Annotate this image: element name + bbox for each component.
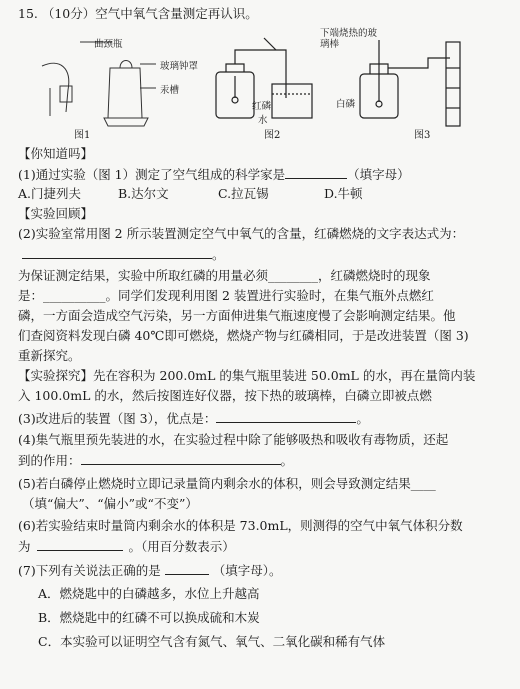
q3-text: (3)改进后的装置（图 3），优点是： bbox=[18, 411, 217, 426]
passage-line-3: 磷，一方面会造成空气污染，另一方面伸进集气瓶速度慢了会影响测定结果。他 bbox=[18, 308, 456, 323]
passage-line-1: 为保证测定结果，实验中所取红磷的用量必须________，红磷燃烧时的现象 bbox=[18, 268, 431, 283]
q3-row bbox=[18, 410, 369, 427]
apparatus-figures bbox=[20, 28, 490, 140]
figure-3-drawing bbox=[360, 40, 460, 126]
q7-stem: (7)下列有关说法正确的是 bbox=[18, 563, 161, 578]
q2-stem: (2)实验室常用图 2 所示装置测定空气中氧气的含量，红磷燃烧的文字表达式为： bbox=[18, 226, 465, 241]
q2-answer-row bbox=[22, 246, 225, 263]
explore-line-2: 入 100.0mL 的水，然后按图连好仪器，按下热的玻璃棒，白磷立即被点燃 bbox=[18, 388, 432, 403]
q1-options bbox=[18, 186, 363, 202]
figure-1-drawing bbox=[42, 42, 156, 126]
q5-line-1: (5)若白磷停止燃烧时立即记录量筒内剩余水的体积，则会导致测定结果____ bbox=[18, 476, 436, 491]
fig3-caption: 图3 bbox=[414, 130, 431, 141]
q5-line-2: （填“偏大”、“偏小”或“不变”） bbox=[22, 496, 198, 511]
q1-stem-text: (1)通过实验（图 1）测定了空气组成的科学家是 bbox=[18, 167, 286, 182]
fig1-caption: 图1 bbox=[74, 130, 91, 141]
q1-stem bbox=[18, 166, 410, 183]
explore-line-1 bbox=[18, 368, 475, 384]
q6-line-2 bbox=[18, 538, 235, 555]
q1-answer-blank[interactable] bbox=[285, 166, 347, 179]
q1-option-d: D.牛顿 bbox=[324, 186, 363, 201]
passage-line-4: 们查阅资料发现白磷 40℃即可燃烧，燃烧产物与红磷相同，于是改进装置（图 3) bbox=[18, 328, 469, 343]
passage-line-5: 重新探究。 bbox=[18, 348, 81, 363]
fig1-label-bell-jar: 玻璃钟罩 bbox=[160, 61, 199, 72]
q6-line-1: (6)若实验结束时量筒内剩余水的体积是 73.0mL，则测得的空气中氧气体积分数 bbox=[18, 518, 463, 533]
q4-text: 到的作用： bbox=[18, 453, 81, 468]
fig1-label-flask: 曲颈瓶 bbox=[94, 39, 123, 50]
q7-hint: （填字母）。 bbox=[212, 563, 282, 578]
fig2-label-water: 水 bbox=[258, 115, 268, 126]
fig3-label-white-phosphorus: 白磷 bbox=[336, 99, 356, 110]
q2-answer-blank[interactable] bbox=[22, 246, 212, 259]
q1-option-c: C.拉瓦锡 bbox=[218, 186, 269, 201]
q4-line-1: (4)集气瓶里预先装进的水，在实验过程中除了能够吸热和吸收有毒物质，还起 bbox=[18, 432, 449, 447]
q7-option-a: A．燃烧匙中的白磷越多，水位上升越高 bbox=[38, 586, 260, 601]
q6-answer-blank[interactable] bbox=[37, 538, 123, 551]
q6-text-a: 为 bbox=[18, 539, 31, 554]
q7-option-b: B．燃烧匙中的红磷不可以换成硫和木炭 bbox=[38, 610, 260, 625]
q3-tail: 。 bbox=[356, 411, 369, 426]
q7-option-c: C．本实验可以证明空气含有氮气、氧气、二氧化碳和稀有气体 bbox=[38, 634, 386, 649]
fig2-caption: 图2 bbox=[264, 130, 281, 141]
passage-line-2: 是：__________。同学们发现利用图 2 装置进行实验时，在集气瓶外点燃红 bbox=[18, 288, 434, 303]
q4-answer-blank[interactable] bbox=[81, 452, 281, 465]
q3-answer-blank[interactable] bbox=[216, 410, 356, 423]
fig1-label-mercury-trough: 汞槽 bbox=[160, 85, 180, 96]
q7-stem-row bbox=[18, 562, 281, 579]
figures-row bbox=[20, 28, 490, 140]
explore-text-1: 先在容积为 200.0mL 的集气瓶里装进 50.0mL 的水，再在量筒内装 bbox=[93, 368, 476, 383]
q1-option-b: B.达尔文 bbox=[118, 186, 169, 201]
q4-line-2 bbox=[18, 452, 293, 469]
fig3-label-hot-rod: 下端烧热的玻璃棒 bbox=[320, 28, 378, 50]
q6-text-b: 。（用百分数表示） bbox=[128, 539, 235, 554]
q2-tail: 。 bbox=[212, 247, 225, 262]
q7-answer-blank[interactable] bbox=[165, 562, 209, 575]
fig2-label-red-phosphorus: 红磷 bbox=[252, 101, 272, 112]
section-explore: 【实验探究】 bbox=[18, 368, 94, 383]
q1-hint: （填字母） bbox=[347, 167, 410, 182]
section-know: 【你知道吗】 bbox=[18, 146, 94, 161]
q1-option-a: A.门捷列夫 bbox=[18, 186, 82, 201]
question-title: 15. （10分）空气中氧气含量测定再认识。 bbox=[18, 6, 258, 21]
q4-tail: 。 bbox=[280, 453, 294, 468]
section-review: 【实验回顾】 bbox=[18, 206, 94, 221]
